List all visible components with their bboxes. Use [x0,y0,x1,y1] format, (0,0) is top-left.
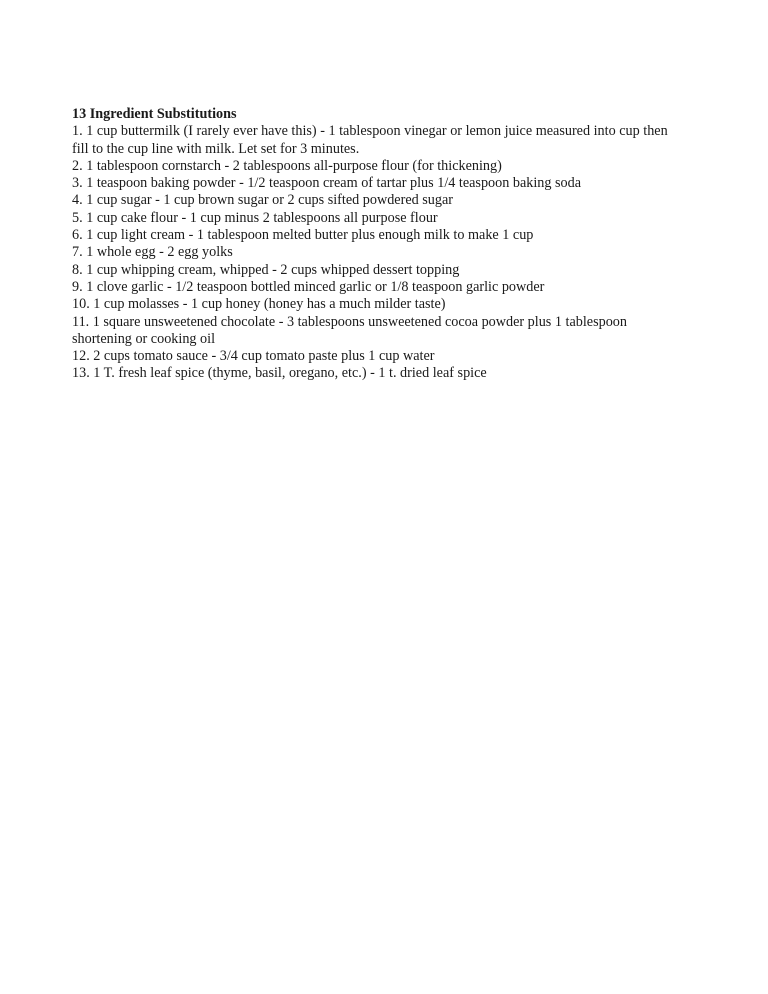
substitution-list [72,123,672,382]
document-body [72,106,672,383]
list-item: 7. 1 whole egg - 2 egg yolks [72,244,233,261]
list-item: 10. 1 cup molasses - 1 cup honey (honey has a much milder taste) [72,296,446,313]
document-title: 13 Ingredient Substitutions [72,106,237,122]
list-item: 13. 1 T. fresh leaf spice (thyme, basil, oregano, etc.) - 1 t. dried leaf spice [72,365,487,382]
list-item: 2. 1 tablespoon cornstarch - 2 tablespoons all-purpose flour (for thickening) [72,157,502,174]
list-item: 6. 1 cup light cream - 1 tablespoon melted butter plus enough milk to make 1 cup [72,227,534,244]
list-item: 1. 1 cup buttermilk (I rarely ever have this) - 1 tablespoon vinegar or lemon juice measured into cup then fill to the cup line with milk. Let set for 3 minutes. [72,123,668,157]
list-item: 5. 1 cup cake flour - 1 cup minus 2 tablespoons all purpose flour [72,209,438,226]
list-item: 9. 1 clove garlic - 1/2 teaspoon bottled minced garlic or 1/8 teaspoon garlic powder [72,278,545,295]
list-item: 12. 2 cups tomato sauce - 3/4 cup tomato paste plus 1 cup water [72,348,435,365]
list-item: 11. 1 square unsweetened chocolate - 3 tablespoons unsweetened cocoa powder plus 1 tablespoon shortening or cooking oil [72,313,627,347]
list-item: 8. 1 cup whipping cream, whipped - 2 cups whipped dessert topping [72,261,460,278]
list-item: 4. 1 cup sugar - 1 cup brown sugar or 2 cups sifted powdered sugar [72,192,453,209]
list-item: 3. 1 teaspoon baking powder - 1/2 teaspoon cream of tartar plus 1/4 teaspoon baking soda [72,175,582,192]
